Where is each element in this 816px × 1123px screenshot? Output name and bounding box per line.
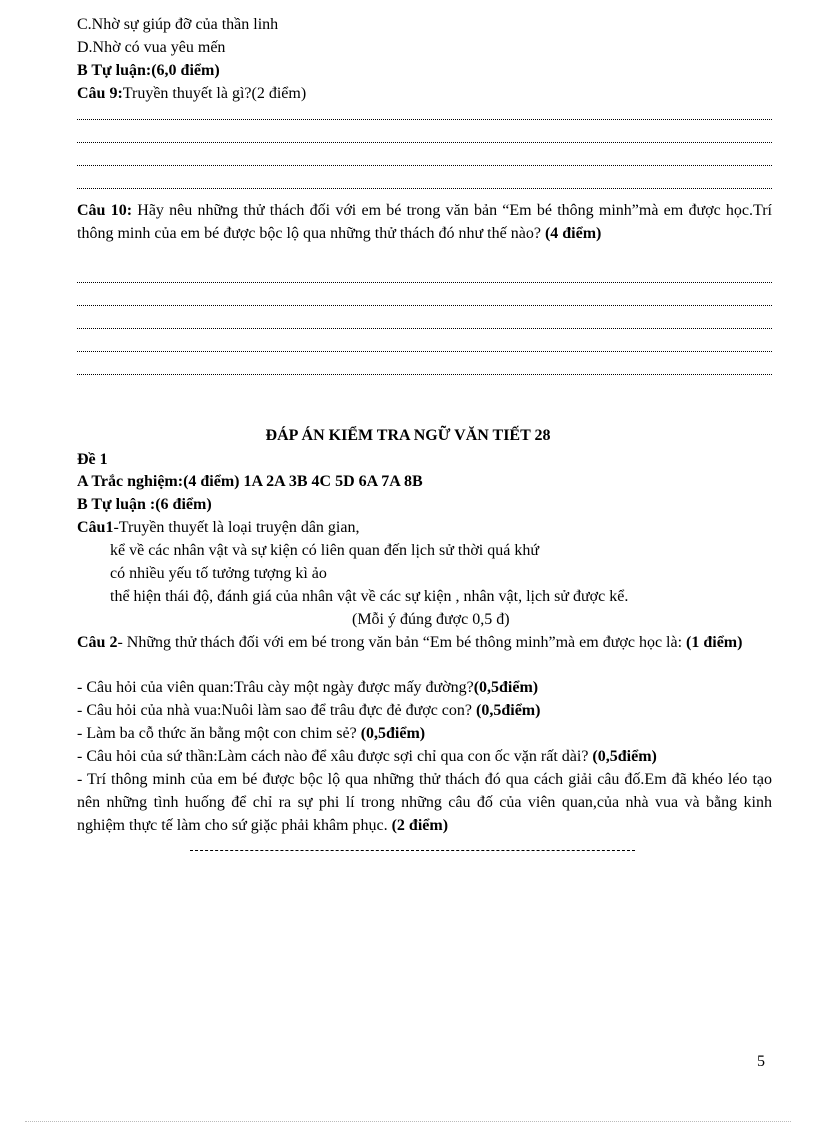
answer-2-text: - Những thử thách đối với em bé trong văn bản “Em bé thông minh”mà em được học là: — [117, 634, 687, 651]
answer-line — [77, 328, 772, 329]
answer-2-label: Câu 2 — [77, 634, 118, 651]
answer-1-text: -Truyền thuyết là loại truyện dân gian, — [113, 519, 360, 536]
answer-2-conclusion-text: - Trí thông minh của em bé được bộc lộ qua những thử thách đó qua cách giải câu đố.Em đã khéo léo tạo nên những tình huống để chỉ ra sự phi lí trong những câu đố của viên quan,của nhà vua và bằng kinh nghiệm thực tế làm cho sứ giặc phải khâm phục. — [77, 771, 772, 834]
answer-2-item-points: (0,5điểm) — [592, 748, 657, 765]
part-b-heading: B Tự luận:(6,0 điểm) — [77, 62, 220, 79]
answer-2-item — [77, 701, 540, 721]
answer-2-item-points: (0,5điểm) — [476, 702, 541, 719]
answer-key-title: ĐÁP ÁN KIỂM TRA NGỮ VĂN TIẾT 28 — [265, 427, 551, 444]
question-10-points: (4 điểm) — [544, 225, 602, 242]
answer-line — [77, 374, 772, 375]
answer-1-point: kể về các nhân vật và sự kiện có liên quan đến lịch sử thời quá khứ — [110, 542, 540, 559]
question-10-label: Câu 10: — [77, 202, 133, 219]
answer-1-point: có nhiều yếu tố tưởng tượng kì ảo — [110, 565, 327, 582]
answer-2-item-points: (0,5điểm) — [473, 679, 539, 696]
separator-line — [190, 850, 635, 851]
footer-dotted-line — [25, 1121, 791, 1122]
answer-line — [77, 305, 772, 306]
exam-label: Đề 1 — [77, 451, 108, 468]
answer-1-label: Câu1 — [77, 519, 114, 536]
answer-2-item-text: - Câu hỏi của sứ thần:Làm cách nào để xâu được sợi chỉ qua con ốc vặn rất dài? — [77, 748, 593, 765]
question-9-text: Truyền thuyết là gì?(2 điểm) — [122, 85, 307, 102]
answer-1-point: thể hiện thái độ, đánh giá của nhân vật về các sự kiện , nhân vật, lịch sử được kể. — [110, 588, 629, 605]
question-9-label: Câu 9: — [77, 85, 123, 102]
answer-1-note: (Mỗi ý đúng được 0,5 đ) — [352, 611, 510, 628]
answer-line — [77, 119, 772, 120]
answer-line — [77, 282, 772, 283]
answer-2-item-text: - Câu hỏi của nhà vua:Nuôi làm sao để trâu đực đẻ được con? — [77, 702, 477, 719]
answer-2-item — [77, 747, 657, 767]
answer-2-item-points: (0,5điểm) — [360, 725, 426, 742]
answer-2 — [77, 631, 772, 654]
answer-2-item — [77, 678, 538, 698]
answer-key-part-a: A Trắc nghiệm:(4 điểm) 1A 2A 3B 4C 5D 6A 7A 8B — [77, 473, 423, 490]
option-c: C.Nhờ sự giúp đỡ của thần linh — [77, 16, 279, 33]
answer-line — [77, 165, 772, 166]
answer-2-points: (1 điểm) — [686, 634, 743, 651]
answer-line — [77, 351, 772, 352]
answer-key-part-b: B Tự luận :(6 điểm) — [77, 496, 212, 513]
answer-2-conclusion — [77, 768, 772, 837]
question-10-text: Hãy nêu những thử thách đối với em bé trong văn bản “Em bé thông minh”mà em được học.Trí thông minh của em bé được bộc lộ qua những thử thách đó như thế nào? — [77, 202, 773, 242]
answer-1 — [77, 518, 359, 538]
answer-line — [77, 188, 772, 189]
answer-2-item-text: - Làm ba cỗ thức ăn bằng một con chim sẻ? — [77, 725, 361, 742]
question-9 — [77, 84, 306, 104]
answer-2-item — [77, 724, 425, 744]
answer-line — [77, 142, 772, 143]
answer-2-item-text: - Câu hỏi của viên quan:Trâu cày một ngày được mấy đường? — [77, 679, 474, 696]
page-number: 5 — [757, 1053, 765, 1070]
question-10 — [77, 199, 772, 245]
answer-2-conclusion-points: (2 điểm) — [391, 817, 449, 834]
option-d: D.Nhờ có vua yêu mến — [77, 39, 226, 56]
